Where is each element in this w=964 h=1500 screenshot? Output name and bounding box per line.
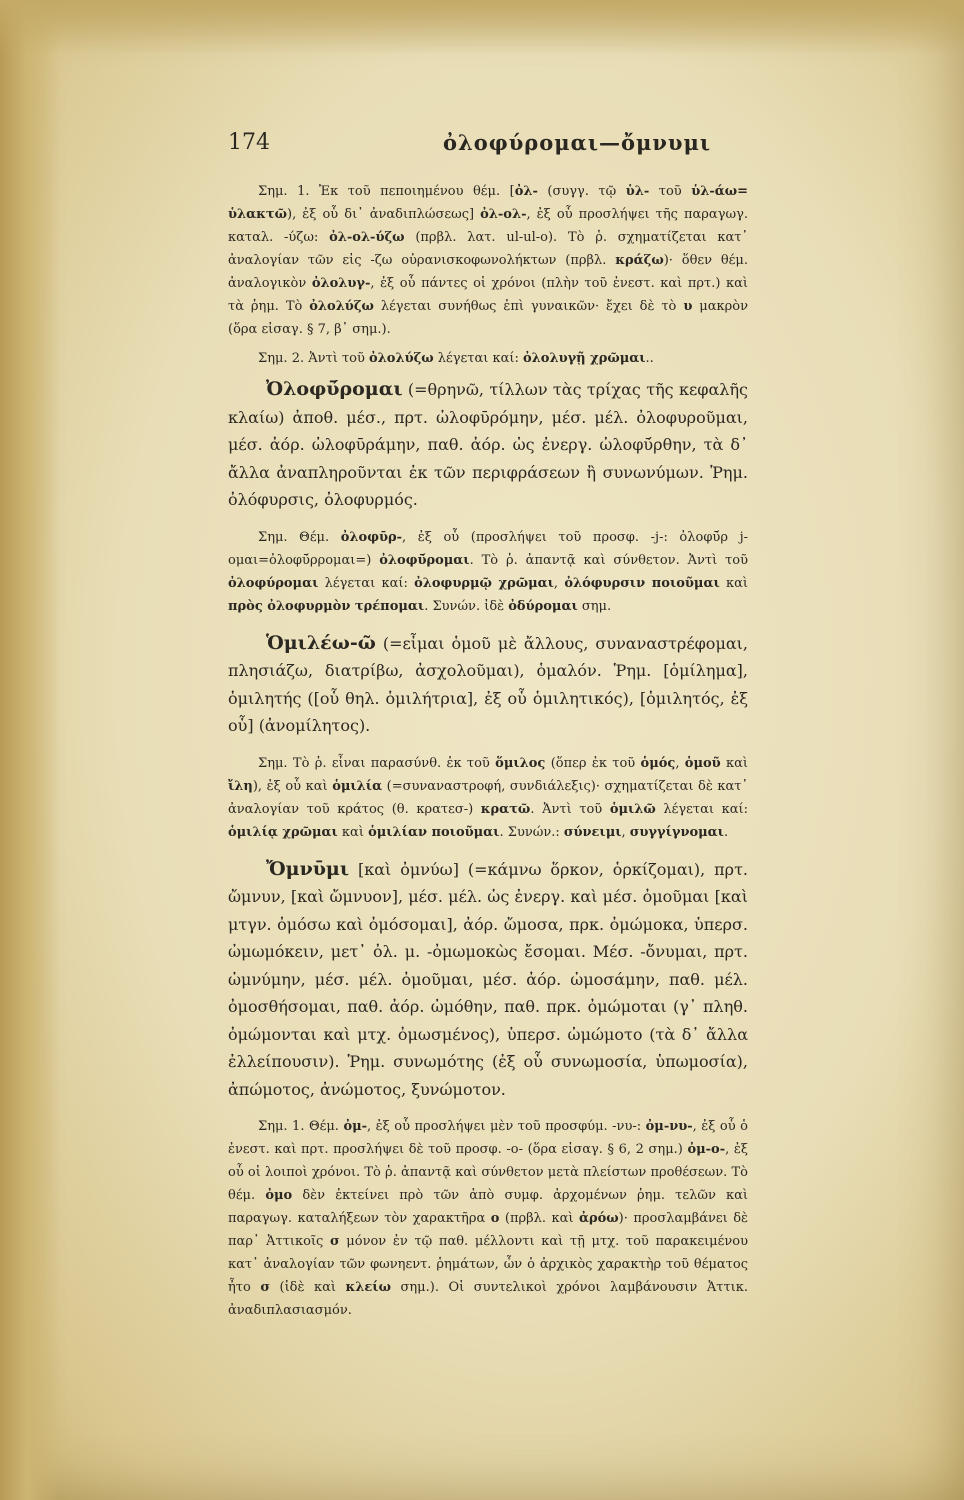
note-bold-term: ὀμ-νυ- [645,1119,693,1134]
note-text: , [675,755,685,771]
note-text: καὶ [337,824,369,840]
note-text: ), ἐξ οὗ δι᾽ ἀναδιπλώσεως] [287,207,481,222]
note-text: ), ἐξ οὗ καὶ [252,778,333,794]
note-text: .. [645,351,654,366]
note-text: (=συναναστροφή, συνδιάλεξις)· σχηματίζεται δὲ κατ᾽ ἀναλογίαν τοῦ κράτος (θ. κρατεσ-) [228,778,748,817]
note-bold-term: ὀλοφῡρ- [340,529,403,545]
note-bold-term: υ [683,299,693,314]
page-top-shadow [0,0,964,55]
note-bold-term: ὀλολυγῇ χρῶμαι [523,351,646,366]
note-text: , ἐξ οὗ (προσλήψει τοῦ προσφ. -j-: ὀλοφῡ́ρ j-ομαι=ὀλοφῡ́ρρομαι=) [228,529,748,568]
note-bold-term: ἴλη [228,778,253,794]
note-text: σημ. [577,598,612,614]
note-bold-term: ὁμιλία [332,778,383,794]
note-text: . Ἀντὶ τοῦ [530,801,610,817]
note-bold-term: ὀλολύζω [369,351,434,366]
entry-text: (=εἶμαι ὁμοῦ μὲ ἄλλους, συναναστρέφομαι, πλησιάζω, διατρίβω, ἀσχολοῦμαι), ὁμαλόν. Ῥημ. [ὁμίλημα], ὁμιλητής ([οὗ θηλ. ὁμιλήτρια], ἐξ οὗ ὁμιλητικός), [ὁμιλητός, ἐξ οὗ] (ἀνομίλητος). [228,633,748,735]
note-bold-term: ὑλ-άω= ὑλακτῶ [228,184,748,222]
entry-olofyromai [228,376,748,514]
note-bold-term: ὀμ- [343,1119,368,1134]
note-1 [228,180,748,341]
entry-omileo [228,630,748,740]
note-text: Σημ. 1. Ἐκ τοῦ πεποιημένου θέμ. [ [258,184,515,199]
note-text: μόνον ἐν τῷ παθ. μέλλοντι καὶ τῇ μτχ. τοῦ παρακειμένου κατ᾽ ἀναλογίαν τῶν φωνηεντ. ῥημάτων, ὧν ὁ ἀρχικὸς χαρακτὴρ τοῦ θέματος ἦτο [228,1234,749,1295]
note-text: μακρὸν (ὅρα εἰσαγ. § 7, β᾽ σημ.). [228,299,748,337]
note-bold-term: ὀλολυγ- [311,276,371,291]
note-bold-term: ὀλοφυρμῷ χρῶμαι [414,575,554,591]
note-text: , ἐξ οὗ πάντες οἱ χρόνοι (πλὴν τοῦ ἐνεστ. καὶ πρτ.) καὶ τὰ ῥημ. Τὸ [228,276,748,314]
note-text: , [621,824,630,840]
note-2 [228,347,748,370]
note-bold-term: ὁμιλίᾳ χρῶμαι [228,824,338,840]
note-text: (πρβλ. καὶ [499,1211,579,1226]
note-bold-term: σύνειμι [563,824,622,840]
note-bold-term: ὁμοῦ [684,755,721,771]
note-text: σημ.). Οἱ συντελικοὶ χρόνοι λαμβάνουσιν Ἀττικ. ἀναδιπλασιασμόν. [228,1280,748,1318]
note-bold-term: ὀλ-ολ- [480,207,527,222]
note-5 [228,1115,748,1322]
note-bold-term: ὅμιλος [495,755,546,771]
note-bold-term: ὁμιλίαν ποιοῦμαι [368,824,500,840]
entry-lemma: Ὀλοφῡ́ρομαι [266,378,403,400]
note-text: λέγεται καί: [318,575,415,591]
note-bold-term: ο [490,1211,500,1226]
note-text: λέγεται συνήθως ἐπὶ γυναικῶν· ἔχει δὲ τὸ [373,299,684,314]
entry-text: (=θρηνῶ, τίλλων τὰς τρίχας τῆς κεφαλῆς κλαίω) ἀποθ. μέσ., πρτ. ὠλοφῡρόμην, μέσ. μέλ. ὀλοφυροῦμαι, μέσ. ἀόρ. ὠλοφῡράμην, παθ. ἀόρ. ὡς ἐνεργ. ὠλοφῡ́ρθην, τὰ δ᾽ ἄλλα ἀναπληροῦνται ἐκ τῶν περιφράσεων ἢ συνωνύμων. Ῥημ. ὀλόφυρσις, ὀλοφυρμός. [228,380,748,509]
page-edge-shadow [0,0,60,1500]
note-bold-term: ὀλ- [514,184,538,199]
note-text: . [723,824,729,840]
note-bold-term: ἀρόω [578,1211,619,1226]
note-text: Σημ. Θέμ. [258,529,341,545]
note-bold-term: ὁμός [640,755,676,771]
page-header [228,130,748,166]
note-text: δὲν ἐκτείνει πρὸ τῶν ἀπὸ συμφ. ἀρχομένων ῥημ. τελῶν καὶ παραγωγ. καταλήξεων τὸν χαρακτῆρα [228,1188,749,1226]
note-bold-term: ὀλοφύρομαι [228,575,319,591]
note-text: )· προσλαμβάνει δὲ παρ᾽ Ἀττικοῖς [228,1211,749,1249]
note-bold-term: ὀμο [265,1188,293,1203]
note-bold-term: ὀδύρομαι [508,598,578,614]
page-number: 174 [228,130,270,155]
note-text: , ἐξ οὗ οἱ λοιποὶ χρόνοι. Τὸ ῥ. ἀπαντᾷ καὶ σύνθετον μετὰ πλείστων προθέσεων. Τὸ θέμ. [228,1142,748,1203]
entry-omnymi [228,856,748,1104]
note-bold-term: κράζω [615,253,664,268]
note-text: , ἐξ οὗ προσλήψει τῆς παραγωγ. καταλ. -ύζω: [228,207,748,245]
note-text: (πρβλ. λατ. ul-ul-o). Τὸ ῥ. σχηματίζεται κατ᾽ ἀναλογίαν τῶν εἰς -ζω οὐρανισκοφωνολήκτων (πρβλ. [228,230,748,268]
note-3 [228,526,748,618]
entry-text: [καὶ ὀμνύω] (=κάμνω ὅρκον, ὁρκίζομαι), πρτ. ὤμνυν, [καὶ ὤμνυον], μέσ. μέλ. ὡς ἐνεργ. καὶ μέσ. ὀμοῦμαι [καὶ μτγν. ὀμόσω καὶ ὀμόσομαι], ἀόρ. ὤμοσα, πρκ. ὀμώμοκα, ὑπερσ. ὠμωμόκειν, μετ᾽ ὀλ. μ. -ὀμωμοκὼς ἔσομαι. Μέσ. -ὄνυμαι, πρτ. ὠμνύμην, μέσ. μέλ. ὀμοῦμαι, μέσ. ἀόρ. ὠμοσάμην, παθ. μέλ. ὀμοσθήσομαι, παθ. ἀόρ. ὠμόθην, παθ. πρκ. ὀμώμοται (γ᾽ πληθ. ὀμώμονται καὶ μτχ. ὀμωσμένος), ὑπερσ. ὠμώμοτο (τὰ δ᾽ ἄλλα ἐλλείπουσιν). Ῥημ. συνωμότης (ἐξ οὗ συνωμοσία, ὑπωμοσία), ἀπώμοτος, ἀνώμοτος, ξυνώμοτον. [228,859,748,1099]
note-4 [228,752,748,844]
note-text: καὶ [719,575,749,591]
note-text: . Τὸ ῥ. ἀπαντᾷ καὶ σύνθετον. Ἀντὶ τοῦ [469,552,748,568]
note-bold-term: ὀλοφῡ́ρομαι [379,552,470,568]
note-text: λέγεται καί: [655,801,748,817]
note-bold-term: ὀλόφυρσιν ποιοῦμαι [564,575,720,591]
note-text: , ἐξ οὗ προσλήψει μὲν τοῦ προσφύμ. -νυ-: [367,1119,646,1134]
page-content [228,180,748,1328]
note-bold-term: πρὸς ὀλοφυρμὸν τρέπομαι [228,598,425,614]
note-bold-term: κλείω [345,1280,391,1295]
running-title: ὀλοφύρομαι—ὄμνυμι [443,130,712,155]
note-bold-term: σ [260,1280,270,1295]
entry-lemma: Ὄμνῡμι [266,857,350,880]
note-bold-term: ὀλολύζω [309,299,374,314]
note-bold-term: ὀμ-ο- [687,1142,726,1157]
note-text: καὶ [720,755,749,771]
note-bold-term: σ [330,1234,340,1249]
note-text: τοῦ [649,184,692,199]
note-text: Σημ. 1. Θέμ. [258,1119,344,1134]
note-bold-term: ὑλ- [625,184,650,199]
note-text: (ἰδὲ καὶ [269,1280,346,1295]
note-bold-term: ὁμιλῶ [609,801,656,817]
note-text: Σημ. Τὸ ῥ. εἶναι παρασύνθ. ἐκ τοῦ [258,755,496,771]
note-text: . Συνών.: [499,824,564,840]
note-text: λέγεται καί: [433,351,523,366]
note-text: , [553,575,565,591]
note-text: (συγγ. τῷ [537,184,626,199]
note-bold-term: συγγίγνομαι [629,824,724,840]
note-bold-term: κρατῶ [480,801,531,817]
note-text: . Συνών. ἰδὲ [424,598,509,614]
note-text: )· ὅθεν θέμ. ἀναλογικὸν [228,253,748,291]
note-text: , ἐξ οὗ ὁ ἐνεστ. καὶ πρτ. προσλήψει δὲ τοῦ προσφ. -ο- (ὅρα εἰσαγ. § 6, 2 σημ.) [228,1119,748,1157]
entry-lemma: Ὁμιλέω-ῶ [266,631,376,654]
note-bold-term: ὀλ-ολ-ύζω [329,230,405,245]
note-text: Σημ. 2. Ἀντὶ τοῦ [258,351,369,366]
note-text: (ὅπερ ἐκ τοῦ [545,755,641,771]
